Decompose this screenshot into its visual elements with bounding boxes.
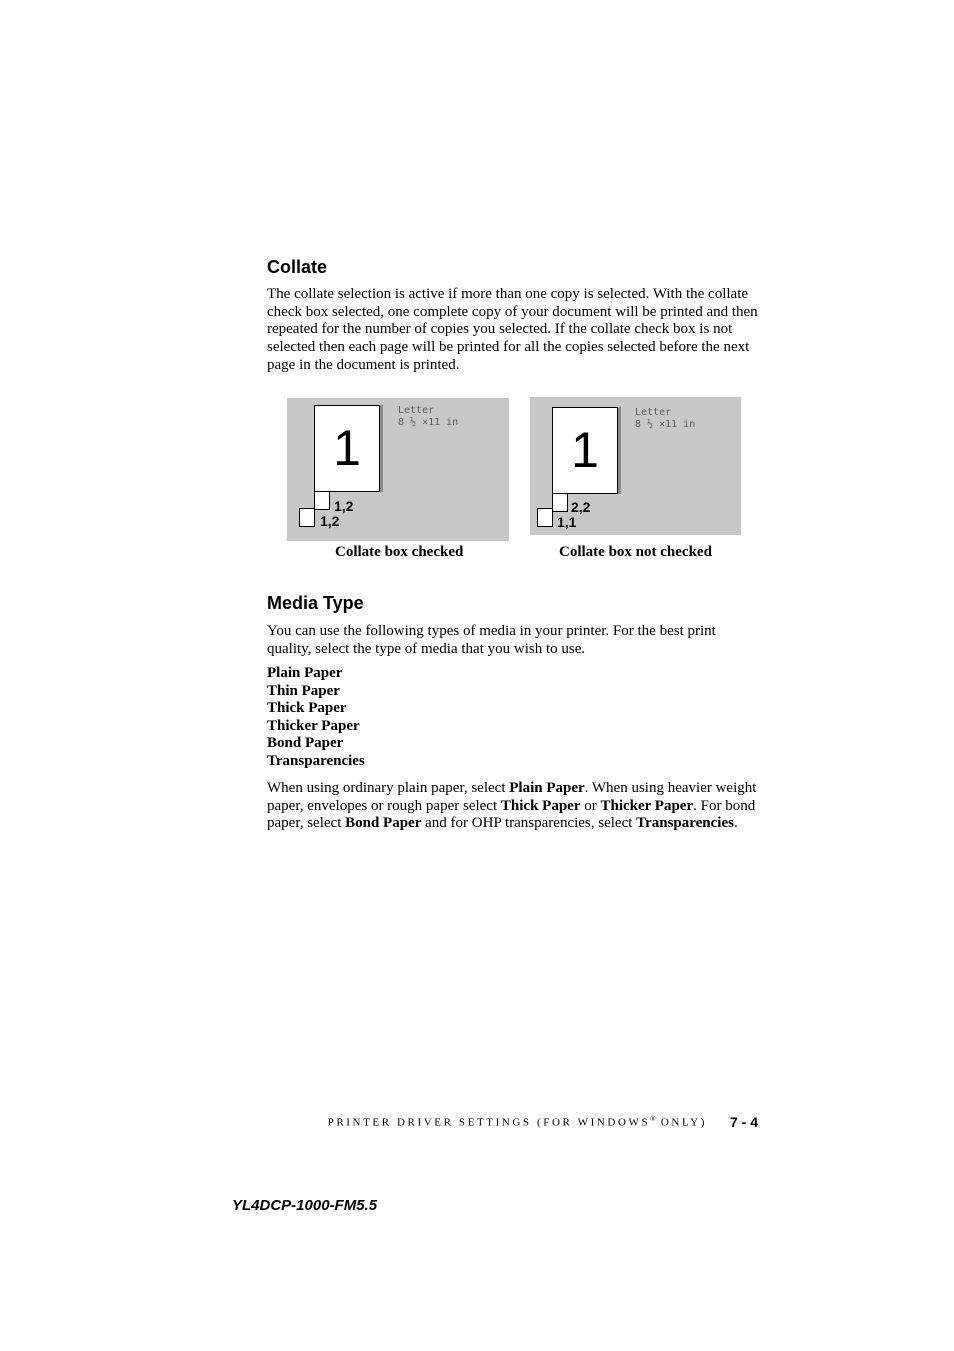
collate-description: The collate selection is active if more than one copy is selected. With the collate check box selected, one complete copy of your document will be printed and then repeated for the number of copies you selected. If the collate check box is not selected then each page will be printed for all the copies selected before the next page in the document is printed. [267,286,758,373]
page-preview-number: 1 [333,420,361,476]
media-type-item: Thin Paper [267,682,340,699]
collate-preview-checked [287,398,509,541]
paper-name: Letter [398,405,435,416]
media-type-item: Bond Paper [267,735,344,752]
running-footer-title [328,1115,707,1129]
figure-caption-unchecked: Collate box not checked [559,544,712,560]
media-type-item: Thick Paper [267,700,347,717]
document-id: YL4DCP-1000-FM5.5 [232,1197,378,1214]
media-type-item: Plain Paper [267,665,343,681]
copy-stack-back-icon [537,508,553,527]
paper-name: Letter [635,407,672,418]
section-heading-media-type: Media Type [267,593,364,613]
note-text: or [580,797,601,814]
section-heading-collate: Collate [267,257,328,277]
copy-stack-front-icon [552,493,568,512]
paper-dimensions: 8 ½ ×11 in [398,417,459,428]
note-emphasis: Transparencies [636,815,734,832]
copy-stack-back-icon [299,508,315,527]
media-type-item: Transparencies [267,752,365,769]
note-text: When using ordinary plain paper, select [267,780,510,796]
page-preview-number: 1 [571,422,599,478]
copy-order-top: 1,2 [334,498,354,514]
note-text: and for OHP transparencies, select [421,815,637,832]
copy-order-top: 2,2 [571,499,591,515]
figure-caption-checked: Collate box checked [335,544,464,560]
copy-order-bottom: 1,2 [320,513,340,529]
note-text: . [733,815,738,832]
copy-order-bottom: 1,1 [557,514,577,530]
registered-mark: ® [650,1115,656,1123]
paper-size-info [398,405,458,429]
copy-stack-front-icon [314,491,330,510]
media-type-item: Thicker Paper [267,717,360,734]
note-emphasis: Thicker Paper [600,797,694,814]
media-type-guidance [267,780,759,833]
page-preview-sheet [314,405,380,492]
paper-dimensions: 8 ½ ×11 in [635,419,696,430]
note-text: . When using heavier weight paper, envelopes or rough paper select [267,780,757,814]
running-title-text: ONLY) [655,1116,707,1129]
note-emphasis: Plain Paper [509,780,585,796]
media-type-list [267,665,365,771]
collate-preview-unchecked [530,397,741,535]
note-text: . For bond paper, select [267,797,756,832]
running-title-text: PRINTER DRIVER SETTINGS (FOR WINDOWS [327,1116,651,1129]
paper-size-info [635,407,695,431]
note-emphasis: Thick Paper [500,797,581,814]
note-emphasis: Bond Paper [345,815,422,832]
page-preview-sheet [552,407,618,494]
media-type-intro: You can use the following types of media in your printer. For the best print quality, select the type of media that you wish to use. [267,623,716,657]
page-number: 7 - 4 [730,1114,759,1130]
